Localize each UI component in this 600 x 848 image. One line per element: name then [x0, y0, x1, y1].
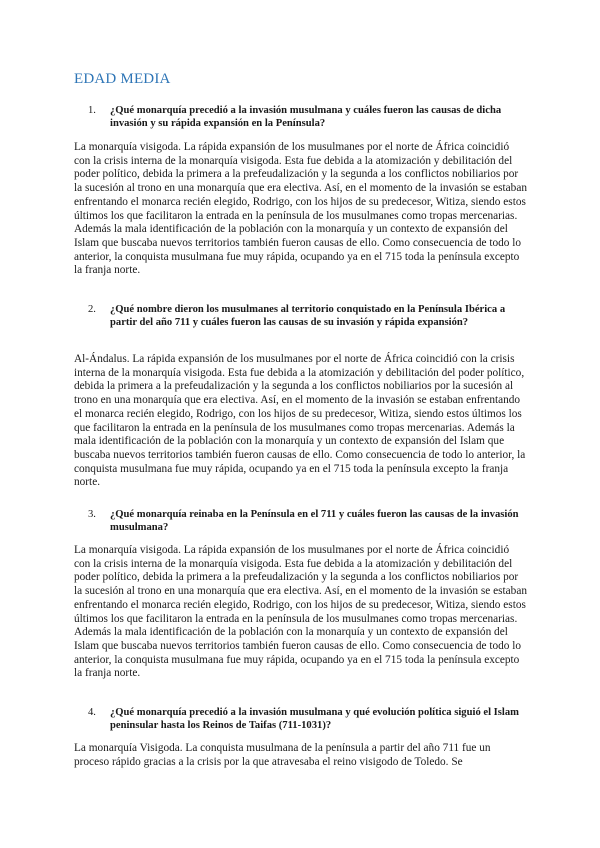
question-number: 1.	[88, 105, 96, 116]
answer-emphasis: mala identificación de la población con la monarquía y un contexto de expansión del Islam que buscaba nuevos territorios también fueron causas de ello.	[74, 626, 508, 652]
question-number: 4.	[88, 707, 96, 718]
question-text: ¿Qué monarquía reinaba en la Península en el 711 y cuáles fueron las causas de la invasión musulmana?	[110, 509, 519, 533]
answer-lead: La monarquía visigoda.	[74, 141, 181, 153]
question-1	[88, 104, 528, 130]
answer-body: La rápida expansión de los musulmanes por el norte de África coincidió con la crisis interna de la monarquía visigoda. Esta fue debida a la atomización y debilitación del poder político, debida la primera a la prefeudalización y la segunda a los conflictos nobiliarios por la sucesión al trono en una monarquía que era electiva. Así, en el momento de la invasión se estaban enfrentando el monarca recién elegido, Rodrigo, con los hijos de su predecesor, Witiza, siendo estos últimos los que facilitaron la entrada en la península de los musulmanes como tropas mercenarias. Además la	[74, 141, 527, 236]
question-3	[88, 508, 528, 534]
answer-emphasis: mala identificación de la población con la monarquía y un contexto de expansión del Islam que buscaba nuevos territorios también fueron causas de ello.	[74, 435, 505, 461]
answer-tail: Como consecuencia de todo lo anterior, la conquista musulmana fue muy rápida, ocupando ya en el 715 toda la península excepto la franja norte.	[74, 236, 522, 277]
answer-2	[74, 353, 528, 490]
answer-lead: La monarquía Visigoda.	[74, 742, 183, 754]
answer-4	[74, 742, 528, 769]
answer-1	[74, 141, 528, 278]
answer-body: La rápida expansión de los musulmanes por el norte de África coincidió con la crisis interna de la monarquía visigoda. Esta fue debida a la atomización y debilitación del poder político, debida la primera a la prefeudalización y la segunda a los conflictos nobiliarios por la sucesión al trono en una monarquía que era electiva. Así, en el momento de la invasión se estaban enfrentando el monarca recién elegido, Rodrigo, con los hijos de su predecesor, Witiza, siendo estos últimos los que facilitaron la entrada en la península de los musulmanes como tropas mercenarias. Además la	[74, 353, 525, 434]
answer-tail: Como consecuencia de todo lo anterior, la conquista musulmana fue muy rápida, ocupando ya en el 715 toda la península excepto la franja norte.	[74, 448, 526, 489]
page-title: EDAD MEDIA	[74, 71, 171, 87]
question-4	[88, 706, 528, 732]
question-text: ¿Qué nombre dieron los musulmanes al territorio conquistado en la Península Ibérica a partir del año 711 y cuáles fueron las causas de su invasión y rápida expansión?	[110, 304, 506, 328]
answer-lead: La monarquía visigoda.	[74, 544, 181, 556]
answer-tail: Como consecuencia de todo lo anterior, la conquista musulmana fue muy rápida, ocupando ya en el 715 toda la península excepto la franja norte.	[74, 639, 522, 680]
question-2	[88, 303, 528, 329]
answer-emphasis: mala identificación de la población con la monarquía y un contexto de expansión del Islam que buscaba nuevos territorios también fueron causas de ello.	[74, 223, 508, 249]
question-text: ¿Qué monarquía precedió a la invasión musulmana y cuáles fueron las causas de dicha invasión y su rápida expansión en la Península?	[110, 105, 502, 129]
answer-body: La rápida expansión de los musulmanes por el norte de África coincidió con la crisis interna de la monarquía visigoda. Esta fue debida a la atomización y debilitación del poder político, debida la primera a la prefeudalización y la segunda a los conflictos nobiliarios por la sucesión al trono en una monarquía que era electiva. Así, en el momento de la invasión se estaban enfrentando el monarca recién elegido, Rodrigo, con los hijos de su predecesor, Witiza, siendo estos últimos los que facilitaron la entrada en la península de los musulmanes como tropas mercenarias. Además la	[74, 544, 527, 639]
question-number: 3.	[88, 509, 96, 520]
question-text: ¿Qué monarquía precedió a la invasión musulmana y qué evolución política siguió el Islam peninsular hasta los Reinos de Taifas (711-1031)?	[110, 707, 519, 731]
answer-3	[74, 544, 528, 681]
question-number: 2.	[88, 304, 96, 315]
answer-body: La conquista musulmana de la península a partir del año 711 fue un proceso rápido gracias a la crisis por la que atravesaba el reino visigodo de Toledo. Se	[74, 742, 491, 768]
answer-lead: Al-Ándalus.	[74, 353, 130, 365]
